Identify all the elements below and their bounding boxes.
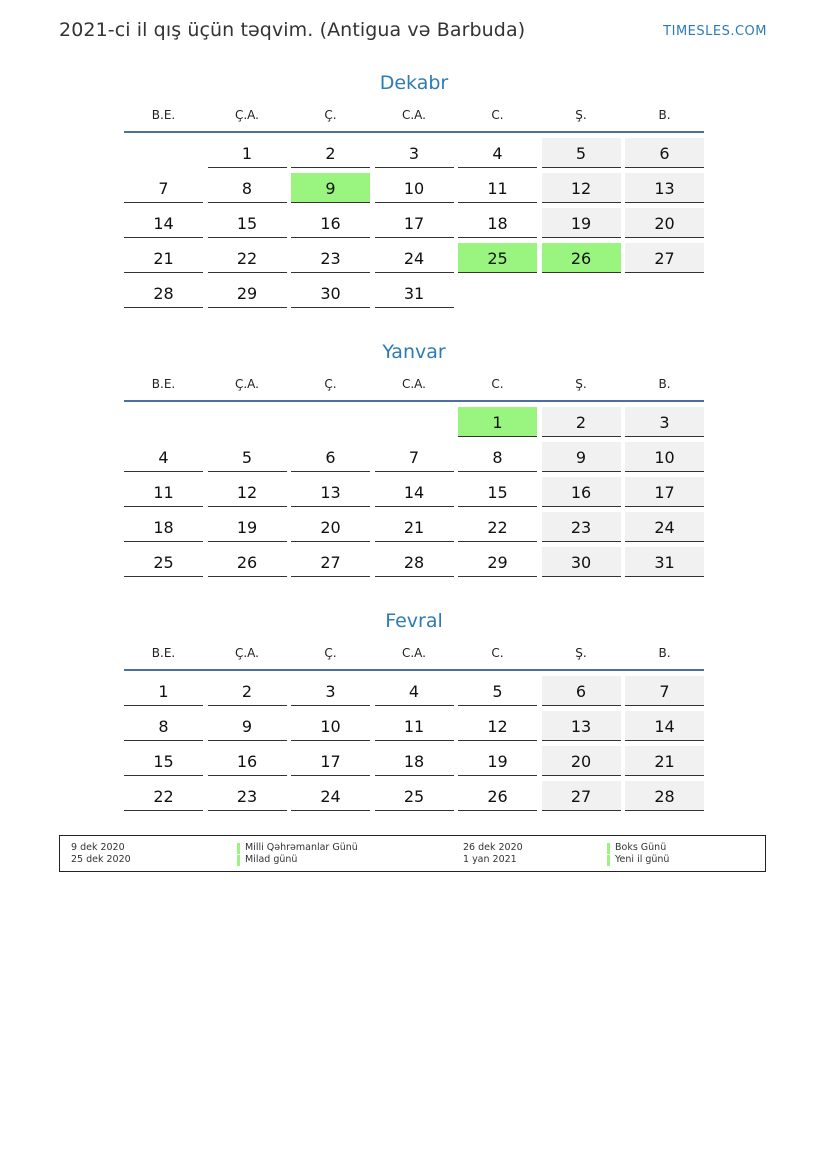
day-cell: 12 bbox=[208, 477, 287, 507]
weekday-header-row bbox=[124, 642, 704, 671]
holiday-legend bbox=[59, 835, 766, 872]
day-cell: 11 bbox=[375, 711, 454, 741]
day-cell: 27 bbox=[291, 547, 370, 577]
day-grid bbox=[124, 138, 704, 308]
day-cell: 24 bbox=[291, 781, 370, 811]
day-cell: 10 bbox=[291, 711, 370, 741]
weekday-label: B. bbox=[658, 108, 671, 122]
weekday-label: Ş. bbox=[575, 108, 587, 122]
day-cell: 3 bbox=[291, 676, 370, 706]
day-cell: 22 bbox=[208, 243, 287, 273]
day-cell: 2 bbox=[208, 676, 287, 706]
legend-date: 9 dek 2020 bbox=[71, 842, 125, 853]
day-cell: 18 bbox=[458, 208, 537, 238]
day-cell: 21 bbox=[625, 746, 704, 776]
day-cell: 13 bbox=[542, 711, 621, 741]
empty-day-cell bbox=[375, 407, 454, 437]
day-cell: 22 bbox=[124, 781, 203, 811]
day-cell: 13 bbox=[291, 477, 370, 507]
day-cell: 19 bbox=[208, 512, 287, 542]
holiday-day-cell: 25 bbox=[458, 243, 537, 273]
day-cell: 28 bbox=[124, 278, 203, 308]
weekday-header-row bbox=[124, 373, 704, 402]
day-cell: 12 bbox=[542, 173, 621, 203]
day-cell: 3 bbox=[625, 407, 704, 437]
day-cell: 1 bbox=[208, 138, 287, 168]
day-cell: 7 bbox=[124, 173, 203, 203]
day-cell: 16 bbox=[291, 208, 370, 238]
day-cell: 27 bbox=[542, 781, 621, 811]
day-cell: 4 bbox=[458, 138, 537, 168]
legend-color-marker bbox=[607, 855, 610, 866]
day-cell: 15 bbox=[124, 746, 203, 776]
day-cell: 11 bbox=[458, 173, 537, 203]
day-cell: 23 bbox=[208, 781, 287, 811]
legend-color-marker bbox=[607, 843, 610, 854]
weekday-header-row bbox=[124, 104, 704, 133]
weekday-label: Ş. bbox=[575, 646, 587, 660]
day-cell: 9 bbox=[208, 711, 287, 741]
weekday-label: B.E. bbox=[151, 108, 176, 122]
weekday-label: Ş. bbox=[575, 377, 587, 391]
weekday-label: C.A. bbox=[401, 377, 426, 391]
empty-day-cell bbox=[124, 407, 203, 437]
day-cell: 29 bbox=[208, 278, 287, 308]
legend-holiday-name: Milad günü bbox=[237, 854, 297, 866]
holiday-day-cell: 26 bbox=[542, 243, 621, 273]
day-cell: 30 bbox=[291, 278, 370, 308]
weekday-label: B. bbox=[658, 646, 671, 660]
day-cell: 20 bbox=[542, 746, 621, 776]
day-cell: 10 bbox=[625, 442, 704, 472]
day-cell: 26 bbox=[458, 781, 537, 811]
day-cell: 17 bbox=[625, 477, 704, 507]
day-cell: 7 bbox=[375, 442, 454, 472]
day-cell: 14 bbox=[625, 711, 704, 741]
site-link[interactable]: TIMESLES.COM bbox=[663, 24, 767, 39]
holiday-day-cell: 1 bbox=[458, 407, 537, 437]
day-cell: 10 bbox=[375, 173, 454, 203]
month-title: Yanvar bbox=[382, 341, 446, 363]
day-cell: 15 bbox=[208, 208, 287, 238]
day-cell: 6 bbox=[625, 138, 704, 168]
day-cell: 3 bbox=[375, 138, 454, 168]
weekday-label: Ç. bbox=[324, 646, 337, 660]
legend-holiday-name: Milli Qəhrəmanlar Günü bbox=[237, 842, 358, 854]
page-title: 2021-ci il qış üçün təqvim. (Antigua və Barbuda) bbox=[59, 19, 526, 41]
day-cell: 2 bbox=[291, 138, 370, 168]
day-cell: 27 bbox=[625, 243, 704, 273]
day-cell: 24 bbox=[625, 512, 704, 542]
day-cell: 15 bbox=[458, 477, 537, 507]
weekday-label: B.E. bbox=[151, 646, 176, 660]
legend-date: 25 dek 2020 bbox=[71, 854, 131, 865]
day-cell: 20 bbox=[625, 208, 704, 238]
day-cell: 1 bbox=[124, 676, 203, 706]
day-cell: 24 bbox=[375, 243, 454, 273]
day-cell: 8 bbox=[208, 173, 287, 203]
day-cell: 21 bbox=[375, 512, 454, 542]
day-cell: 23 bbox=[291, 243, 370, 273]
empty-day-cell bbox=[291, 407, 370, 437]
weekday-label: B.E. bbox=[151, 377, 176, 391]
day-cell: 7 bbox=[625, 676, 704, 706]
weekday-label: B. bbox=[658, 377, 671, 391]
day-cell: 21 bbox=[124, 243, 203, 273]
day-cell: 12 bbox=[458, 711, 537, 741]
weekday-label: C. bbox=[491, 646, 504, 660]
legend-holiday-name: Boks Günü bbox=[607, 842, 666, 854]
month-title: Dekabr bbox=[379, 72, 449, 94]
weekday-label: C.A. bbox=[401, 646, 426, 660]
day-cell: 8 bbox=[458, 442, 537, 472]
day-cell: 16 bbox=[208, 746, 287, 776]
day-cell: 11 bbox=[124, 477, 203, 507]
day-cell: 16 bbox=[542, 477, 621, 507]
day-cell: 18 bbox=[124, 512, 203, 542]
day-cell: 28 bbox=[375, 547, 454, 577]
day-cell: 6 bbox=[542, 676, 621, 706]
day-cell: 5 bbox=[208, 442, 287, 472]
day-cell: 22 bbox=[458, 512, 537, 542]
weekday-label: Ç.A. bbox=[234, 377, 259, 391]
weekday-label: Ç. bbox=[324, 377, 337, 391]
day-cell: 29 bbox=[458, 547, 537, 577]
empty-day-cell bbox=[124, 138, 203, 168]
day-cell: 4 bbox=[375, 676, 454, 706]
empty-day-cell bbox=[208, 407, 287, 437]
weekday-label: C. bbox=[491, 377, 504, 391]
day-cell: 2 bbox=[542, 407, 621, 437]
day-cell: 8 bbox=[124, 711, 203, 741]
day-cell: 23 bbox=[542, 512, 621, 542]
day-cell: 20 bbox=[291, 512, 370, 542]
day-cell: 28 bbox=[625, 781, 704, 811]
weekday-label: C. bbox=[491, 108, 504, 122]
legend-date: 26 dek 2020 bbox=[463, 842, 523, 853]
day-cell: 17 bbox=[375, 208, 454, 238]
day-cell: 5 bbox=[542, 138, 621, 168]
day-cell: 19 bbox=[542, 208, 621, 238]
day-cell: 18 bbox=[375, 746, 454, 776]
day-cell: 19 bbox=[458, 746, 537, 776]
day-cell: 5 bbox=[458, 676, 537, 706]
day-cell: 17 bbox=[291, 746, 370, 776]
day-cell: 25 bbox=[124, 547, 203, 577]
day-cell: 30 bbox=[542, 547, 621, 577]
legend-date: 1 yan 2021 bbox=[463, 854, 517, 865]
month-block-january bbox=[124, 339, 704, 577]
day-cell: 13 bbox=[625, 173, 704, 203]
month-block-december bbox=[124, 70, 704, 308]
day-cell: 14 bbox=[375, 477, 454, 507]
day-cell: 31 bbox=[625, 547, 704, 577]
legend-holiday-name: Yeni il günü bbox=[607, 854, 669, 866]
weekday-label: C.A. bbox=[401, 108, 426, 122]
month-title: Fevral bbox=[385, 610, 443, 632]
day-cell: 14 bbox=[124, 208, 203, 238]
month-block-february bbox=[124, 608, 704, 811]
weekday-label: Ç.A. bbox=[234, 646, 259, 660]
legend-color-marker bbox=[237, 843, 240, 854]
legend-color-marker bbox=[237, 855, 240, 866]
day-cell: 9 bbox=[542, 442, 621, 472]
day-cell: 31 bbox=[375, 278, 454, 308]
weekday-label: Ç. bbox=[324, 108, 337, 122]
day-cell: 25 bbox=[375, 781, 454, 811]
weekday-label: Ç.A. bbox=[234, 108, 259, 122]
day-cell: 26 bbox=[208, 547, 287, 577]
day-grid bbox=[124, 407, 704, 577]
holiday-day-cell: 9 bbox=[291, 173, 370, 203]
day-cell: 4 bbox=[124, 442, 203, 472]
day-grid bbox=[124, 676, 704, 811]
day-cell: 6 bbox=[291, 442, 370, 472]
